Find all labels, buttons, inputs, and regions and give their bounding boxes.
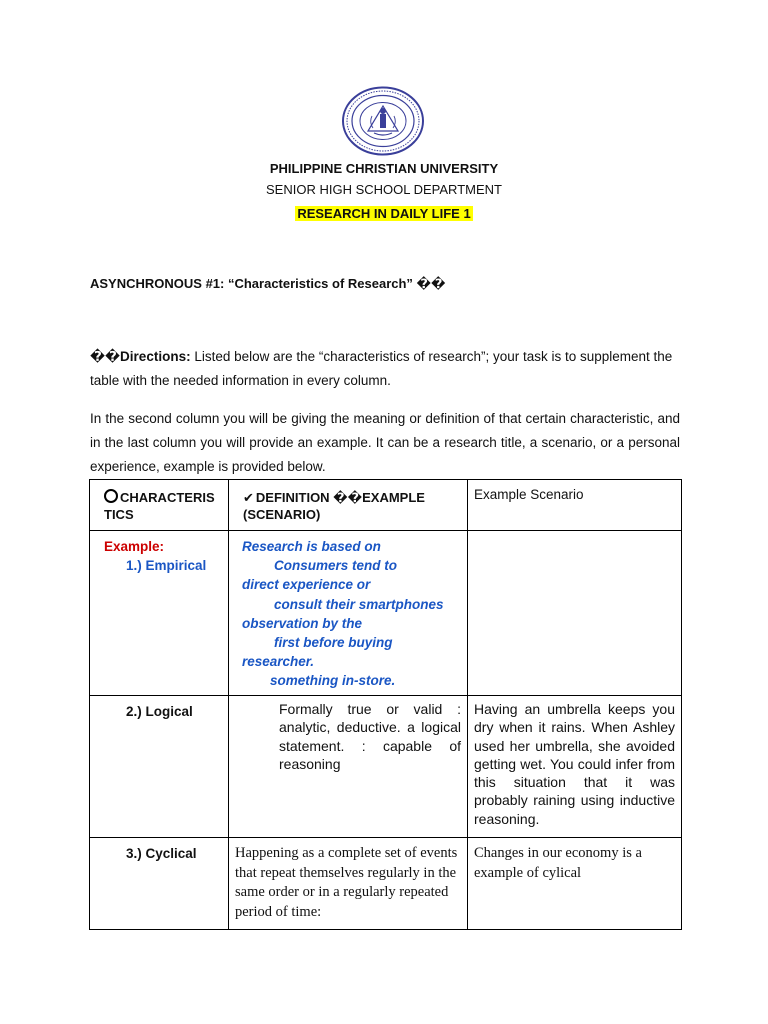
- header-example-scenario: [468, 480, 682, 531]
- example-line: researcher.: [242, 654, 315, 670]
- table-row: [90, 838, 682, 930]
- instructions-paragraph: In the second column you will be giving the meaning or definition of that certain characteristic, and in the last column you will provide an example. It can be a research title, a scenario, or a personal experience, example is provided below.: [90, 411, 680, 474]
- header-characteristics: [90, 480, 229, 531]
- scenario-cell: [468, 696, 682, 838]
- characteristics-table: [89, 479, 682, 930]
- example-line: Research is based on: [242, 539, 381, 554]
- table-row: [90, 531, 682, 696]
- definition-text: Formally true or valid : analytic, deductive. a logical statement. : capable of reasoning: [279, 701, 461, 772]
- example-line: observation by the: [242, 615, 363, 631]
- header-definition: [229, 480, 468, 531]
- characteristic-cell: [90, 838, 229, 930]
- table-header-row: [90, 480, 682, 531]
- circle-icon: [104, 489, 118, 503]
- directions-paragraph: [90, 345, 680, 393]
- header-characteristics-label: CHARACTERIS TICS: [104, 490, 215, 522]
- scenario-text: Changes in our economy is a example of cylical: [474, 845, 642, 881]
- university-name: PHILIPPINE CHRISTIAN UNIVERSITY: [269, 161, 499, 176]
- course-title-highlight: RESEARCH IN DAILY LIFE 1: [297, 206, 471, 221]
- directions-label: ��Directions:: [90, 349, 191, 364]
- definition-text: Happening as a complete set of events that repeat themselves regularly in the same order or in a regularly repeated period of time:: [235, 845, 458, 920]
- scenario-cell: [468, 838, 682, 930]
- table-row: [90, 696, 682, 838]
- course-title: [0, 205, 768, 223]
- example-scenario-cell: [468, 531, 682, 696]
- characteristic-name: 2.) Logical: [126, 704, 193, 719]
- example-line: consult their smartphones: [274, 596, 444, 612]
- example-characteristic-name: 1.) Empirical: [126, 558, 207, 573]
- characteristic-cell: [90, 696, 229, 838]
- definition-cell: [229, 838, 468, 930]
- example-characteristic-cell: [90, 531, 229, 696]
- example-line: Consumers tend to: [274, 558, 398, 574]
- header-definition-label: DEFINITION ��EXAMPLE (SCENARIO): [243, 490, 425, 522]
- definition-cell: [229, 696, 468, 838]
- checkmark-icon: ✔: [243, 490, 254, 505]
- department-name: SENIOR HIGH SCHOOL DEPARTMENT: [266, 182, 502, 197]
- example-line: direct experience or: [242, 577, 371, 593]
- characteristic-name: 3.) Cyclical: [126, 846, 197, 861]
- directions-text: Listed below are the “characteristics of research”; your task is to supplement the table with the needed information in every column.: [90, 349, 673, 388]
- university-seal: [341, 86, 425, 156]
- example-line: something in-store.: [270, 673, 396, 689]
- example-definition-cell: [229, 531, 468, 696]
- example-line: first before buying: [274, 635, 393, 651]
- example-label: Example:: [104, 539, 165, 554]
- scenario-text: Having an umbrella keeps you dry when it rains. When Ashley used her umbrella, she avoided getting wet. You could infer from this situation that it was probably raining using inductive reasoning.: [474, 701, 675, 827]
- header-example-label: Example Scenario: [474, 487, 584, 502]
- assignment-title: ASYNCHRONOUS #1: “Characteristics of Research” ��: [90, 276, 446, 291]
